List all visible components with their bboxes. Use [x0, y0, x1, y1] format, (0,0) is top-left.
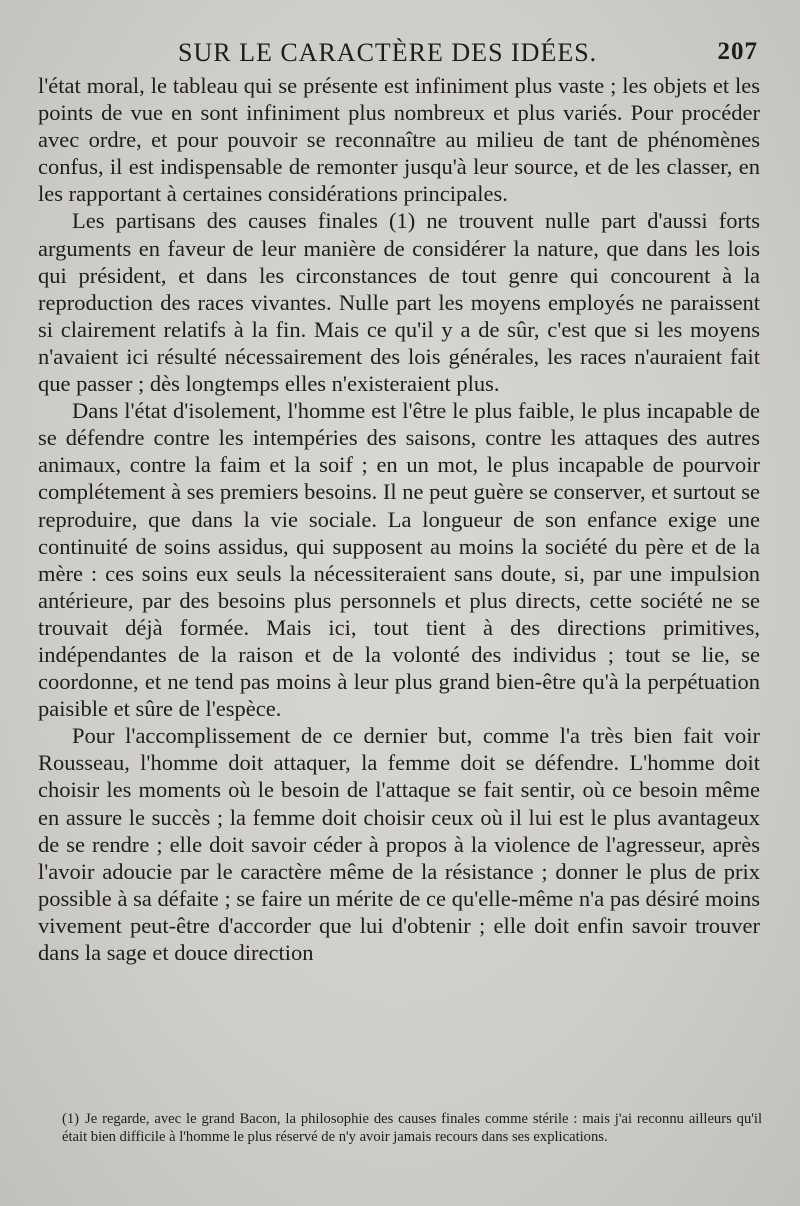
paragraph-rousseau: Pour l'accomplissement de ce dernier but, comme l'a très bien fait voir Rousseau, l'homme doit attaquer, la femme doit se défendre. L'homme doit choisir les moments où le besoin de l'attaque se fait sentir, où ce besoin même en assure le succès ; la femme doit choisir ceux où il lui est le plus avantageux de se rendre ; elle doit savoir céder à propos à la violence de l'agresseur, après l'avoir adoucie par le caractère même de la résistance ; donner le plus de prix possible à sa défaite ; se faire un mérite de ce qu'elle-même n'a pas désiré moins vivement peut-être d'accorder que lui d'obtenir ; elle doit enfin savoir trouver dans la sage et douce direction	[38, 723, 760, 965]
body-text	[38, 72, 760, 966]
paragraph-isolation: Dans l'état d'isolement, l'homme est l'être le plus faible, le plus incapable de se défendre contre les intempéries des saisons, contre les attaques des autres animaux, contre la faim et la soif ; en un mot, le plus incapable de pourvoir complétement à ses premiers besoins. Il ne peut guère se conserver, et surtout se reproduire, que dans la vie sociale. La longueur de son enfance exige une continuité de soins assidus, qui supposent au moins la société du père et de la mère : ces soins eux seuls la nécessiteraient sans doute, si, par une impulsion antérieure, par des besoins plus personnels et plus directs, cette société ne se trouvait déjà formée. Mais ici, tout tient à des directions primitives, indépendantes de la raison et de la volonté des individus ; tout se lie, se coordonne, et ne tend pas moins à leur plus grand bien-être qu'à la perpétuation paisible et sûre de l'espèce.	[38, 398, 760, 722]
paragraph-final-causes: Les partisans des causes finales (1) ne trouvent nulle part d'aussi forts arguments en faveur de leur manière de considérer la nature, que dans les lois qui président, et dans les circonstances de tout genre qui concourent à la reproduction des races vivantes. Nulle part les moyens employés ne paraissent si clairement relatifs à la fin. Mais ce qu'il y a de sûr, c'est que si les moyens n'avaient ici résulté nécessairement des lois générales, les races n'auraient fait que passer ; dès longtemps elles n'existeraient plus.	[38, 208, 760, 397]
footnote	[62, 1110, 762, 1146]
footnote-marker: (1)	[62, 1111, 80, 1127]
running-title: SUR LE CARACTÈRE DES IDÉES.	[178, 38, 598, 67]
footnote-text: Je regarde, avec le grand Bacon, la philosophie des causes finales comme stérile : mais j'ai reconnu ailleurs qu'il était bien difficile à l'homme le plus réservé de n'y avoir jamais recours dans ses explications.	[62, 1111, 762, 1145]
page-number: 207	[717, 38, 758, 65]
paragraph-continued: l'état moral, le tableau qui se présente est infiniment plus vaste ; les objets et les points de vue en sont infiniment plus nombreux et plus variés. Pour procéder avec ordre, et pour pouvoir se reconnaître au milieu de tant de phénomènes confus, il est indispensable de remonter jusqu'à leur source, et de les classer, en les rapportant à certaines considérations principales.	[38, 73, 760, 207]
running-head	[40, 38, 758, 72]
